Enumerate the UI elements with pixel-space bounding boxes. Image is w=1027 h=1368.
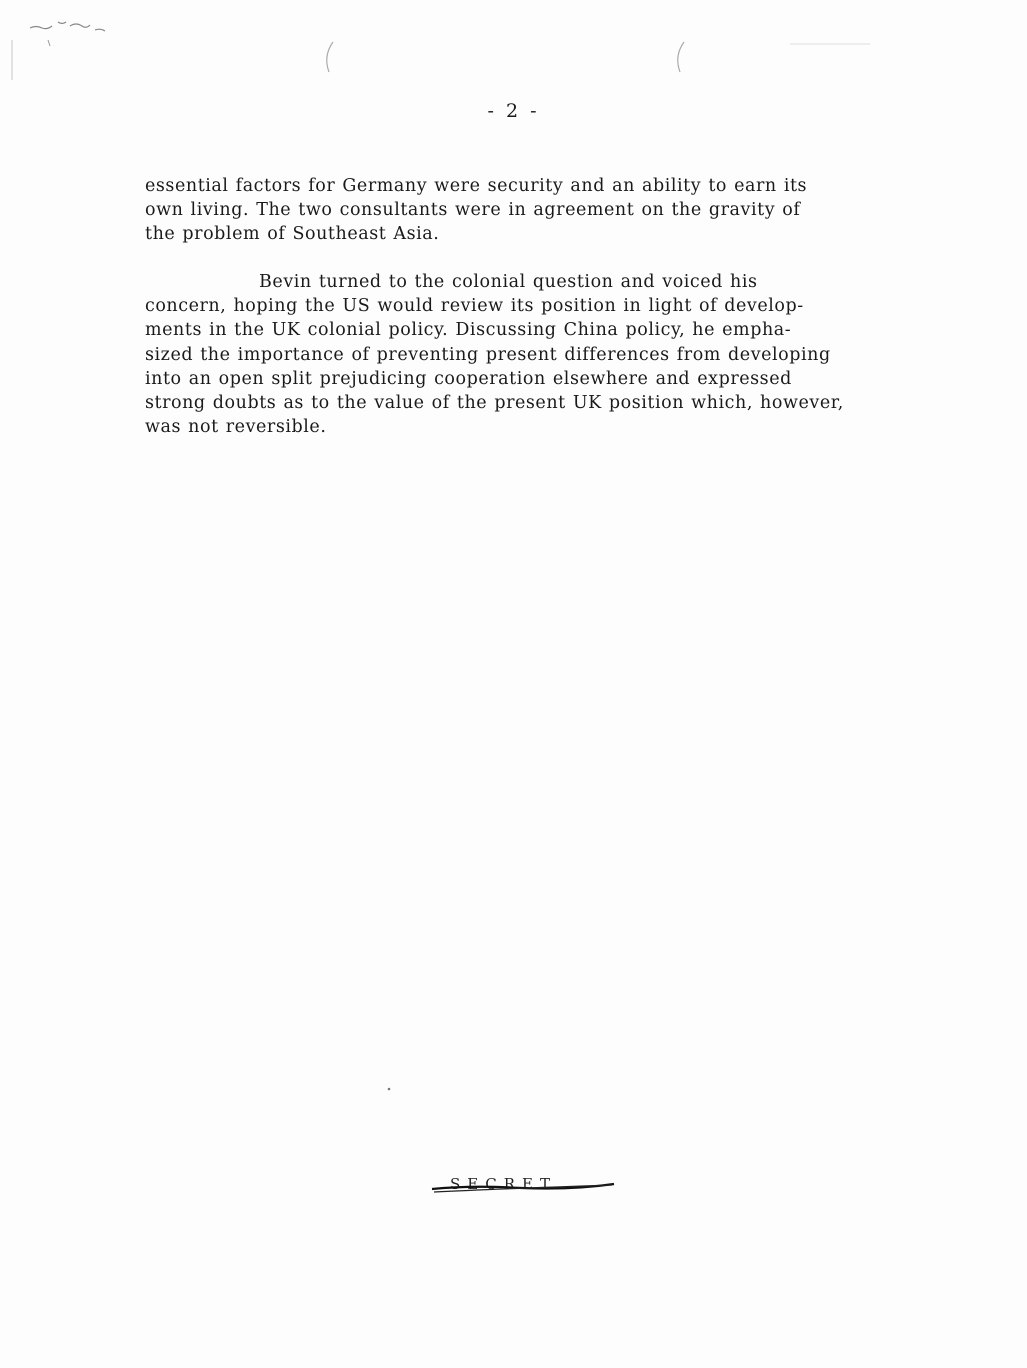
classification-marking (428, 1172, 618, 1202)
stray-mark (386, 1086, 392, 1092)
paragraph-line: into an open split prejudicing cooperation elsewhere and expressed (145, 368, 792, 389)
paragraph-2 (145, 270, 935, 439)
paragraph-line: strong doubts as to the value of the present UK position which, however, (145, 393, 844, 414)
scan-marks (0, 0, 1027, 90)
paragraph-line: ments in the UK colonial policy. Discussing China policy, he empha- (145, 320, 792, 341)
paragraph-line: sized the importance of preventing present differences from developing (145, 344, 831, 365)
strikethrough-mark (428, 1172, 618, 1202)
page-number: - 2 - (487, 100, 540, 122)
paragraph-line: own living. The two consultants were in agreement on the gravity of (145, 200, 801, 221)
classification-label: SECRET (450, 1175, 557, 1193)
paragraph-line: concern, hoping the US would review its position in light of develop- (145, 296, 804, 317)
paragraph-line: the problem of Southeast Asia. (145, 224, 440, 245)
paragraph-1 (145, 174, 935, 247)
paragraph-line: was not reversible. (145, 417, 327, 438)
paragraph-line: essential factors for Germany were security and an ability to earn its (145, 176, 808, 196)
paragraph-line: Bevin turned to the colonial question and voiced his (259, 272, 758, 292)
